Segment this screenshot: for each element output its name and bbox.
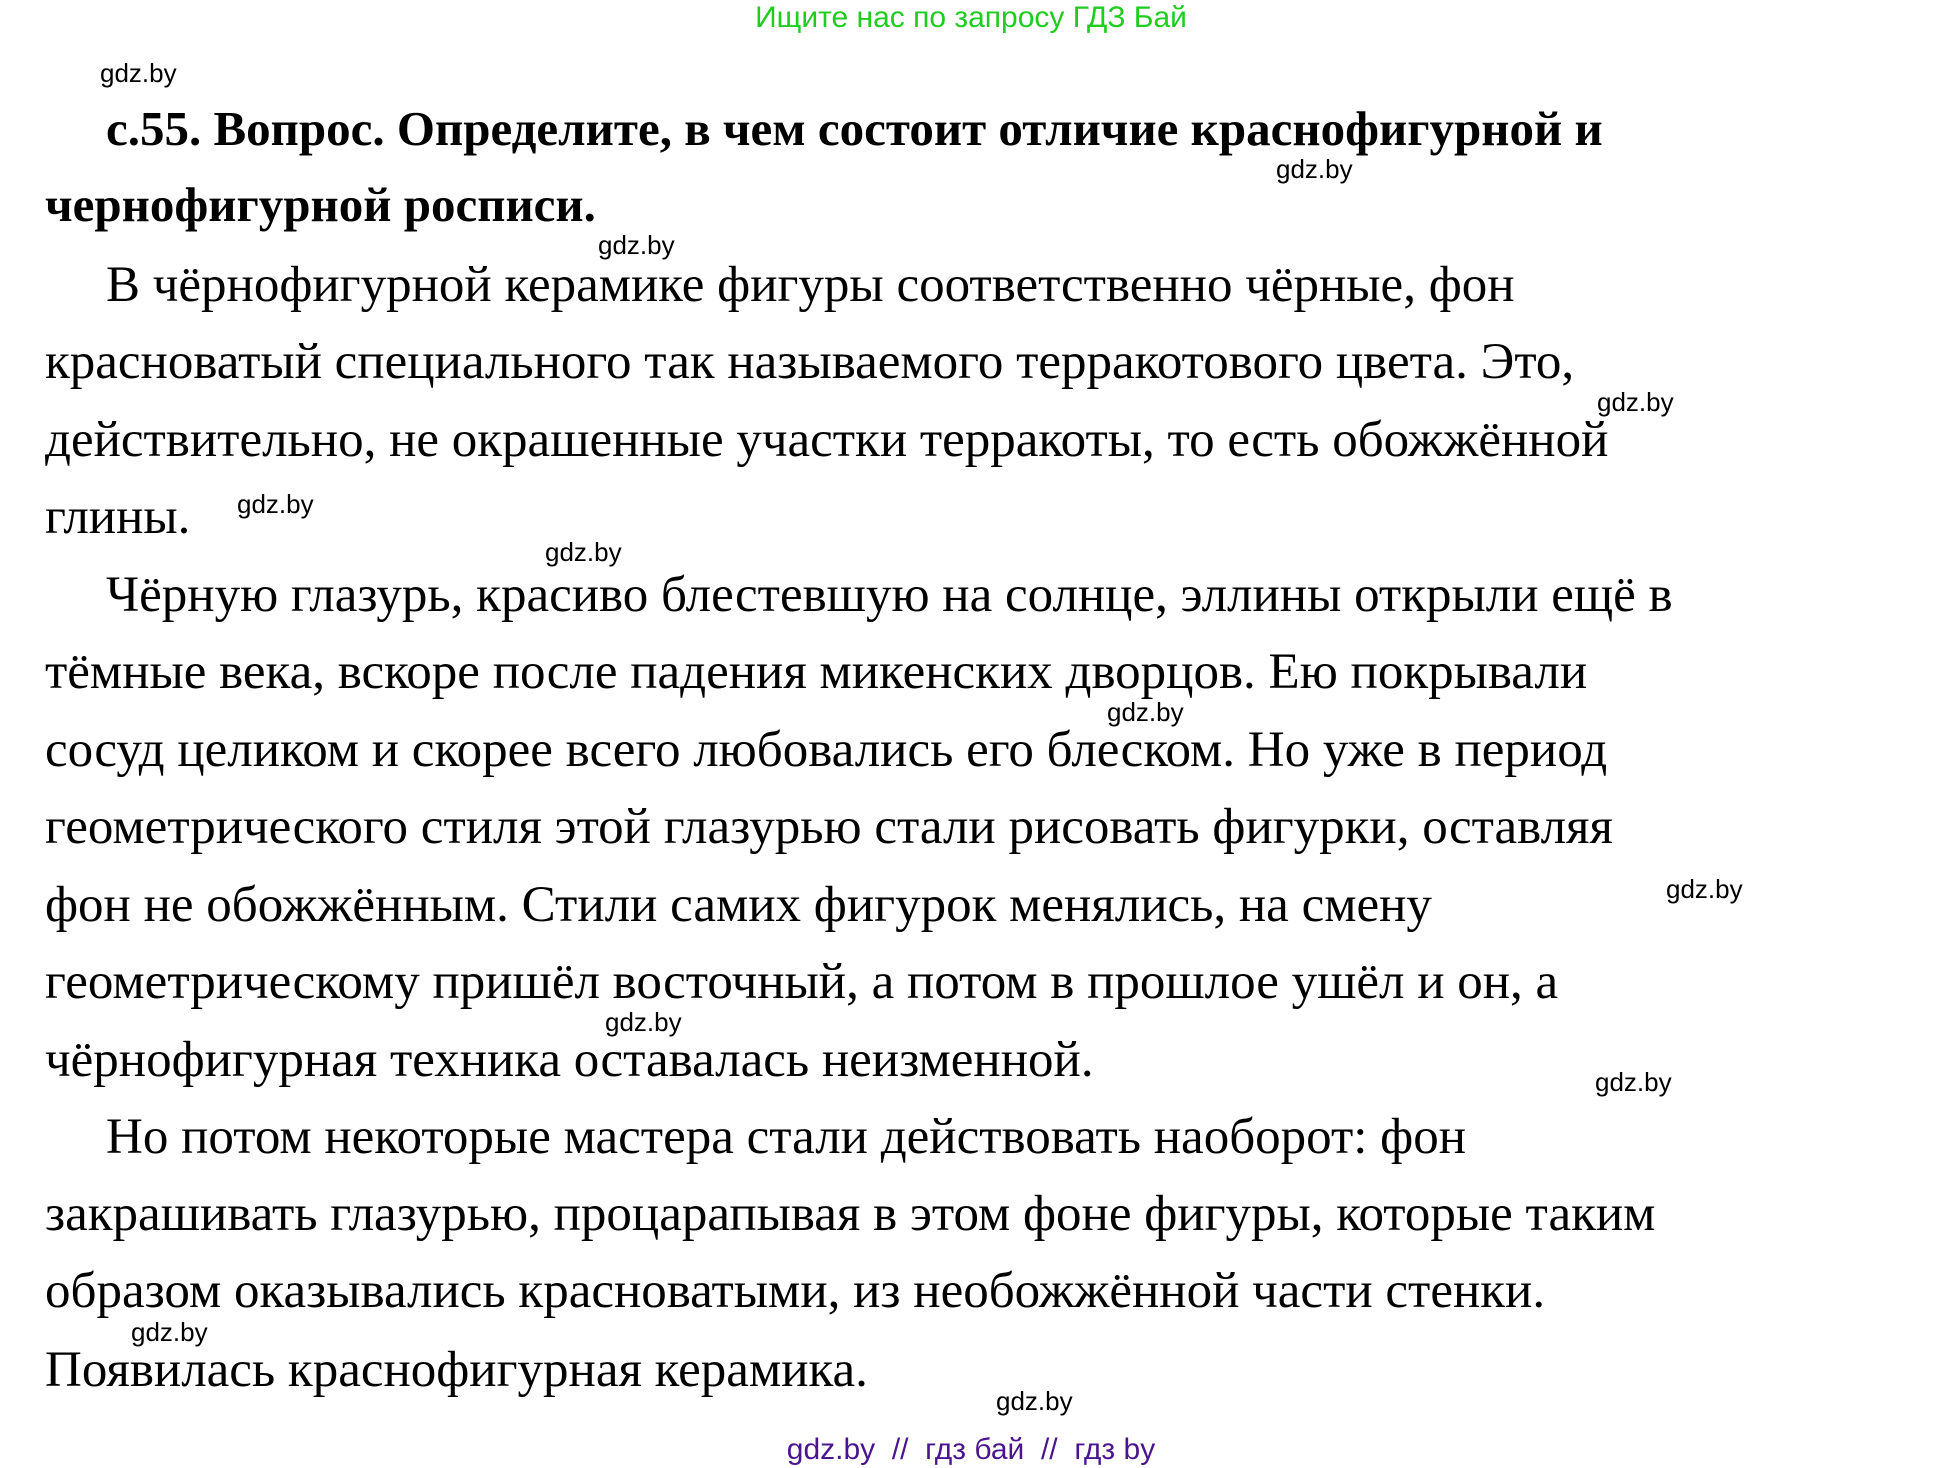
body-line: фон не обожжённым. Стили самих фигурок менялись, на смену	[45, 877, 1432, 933]
body-line: действительно, не окрашенные участки терракоты, то есть обожжённой	[45, 412, 1609, 468]
watermark: gdz.by	[1597, 387, 1674, 417]
body-line: чёрнофигурная техника оставалась неизменной.	[45, 1032, 1094, 1088]
watermark: gdz.by	[1276, 154, 1353, 184]
heading-line-1: с.55. Вопрос. Определите, в чем состоит отличие краснофигурной и	[106, 101, 1603, 156]
watermark: gdz.by	[1107, 697, 1184, 727]
body-line: геометрического стиля этой глазурью стали рисовать фигурки, оставляя	[45, 799, 1613, 855]
watermark: gdz.by	[598, 230, 675, 260]
watermark: gdz.by	[1595, 1067, 1672, 1097]
watermark: gdz.by	[237, 489, 314, 519]
watermark: gdz.by	[131, 1317, 208, 1347]
body-line: Чёрную глазурь, красиво блестевшую на солнце, эллины открыли ещё в	[106, 567, 1673, 623]
watermark: gdz.by	[605, 1007, 682, 1037]
body-line: красноватый специального так называемого терракотового цвета. Это,	[45, 334, 1575, 390]
body-line: Но потом некоторые мастера стали действовать наоборот: фон	[106, 1109, 1467, 1165]
watermark: gdz.by	[100, 58, 177, 88]
body-line: образом оказывались красноватыми, из необожжённой части стенки.	[45, 1263, 1546, 1319]
body-line: закрашивать глазурью, процарапывая в этом фоне фигуры, которые таким	[45, 1186, 1656, 1242]
watermark: gdz.by	[1666, 874, 1743, 904]
body-line: геометрическому пришёл восточный, а потом в прошлое ушёл и он, а	[45, 954, 1559, 1010]
body-line: Появилась краснофигурная керамика.	[45, 1342, 868, 1398]
body-line: В чёрнофигурной керамике фигуры соответственно чёрные, фон	[106, 257, 1515, 313]
footer-links: gdz.by // гдз бай // гдз by	[786, 1433, 1156, 1466]
body-line: глины.	[45, 489, 191, 545]
heading-line-2: чернофигурной росписи.	[45, 177, 596, 232]
body-line: тёмные века, вскоре после падения микенских дворцов. Ею покрывали	[45, 644, 1588, 700]
watermark: gdz.by	[996, 1386, 1073, 1416]
watermark: gdz.by	[545, 537, 622, 567]
search-banner: Ищите нас по запросу ГДЗ Бай	[755, 1, 1187, 34]
body-line: сосуд целиком и скорее всего любовались его блеском. Но уже в период	[45, 722, 1608, 778]
